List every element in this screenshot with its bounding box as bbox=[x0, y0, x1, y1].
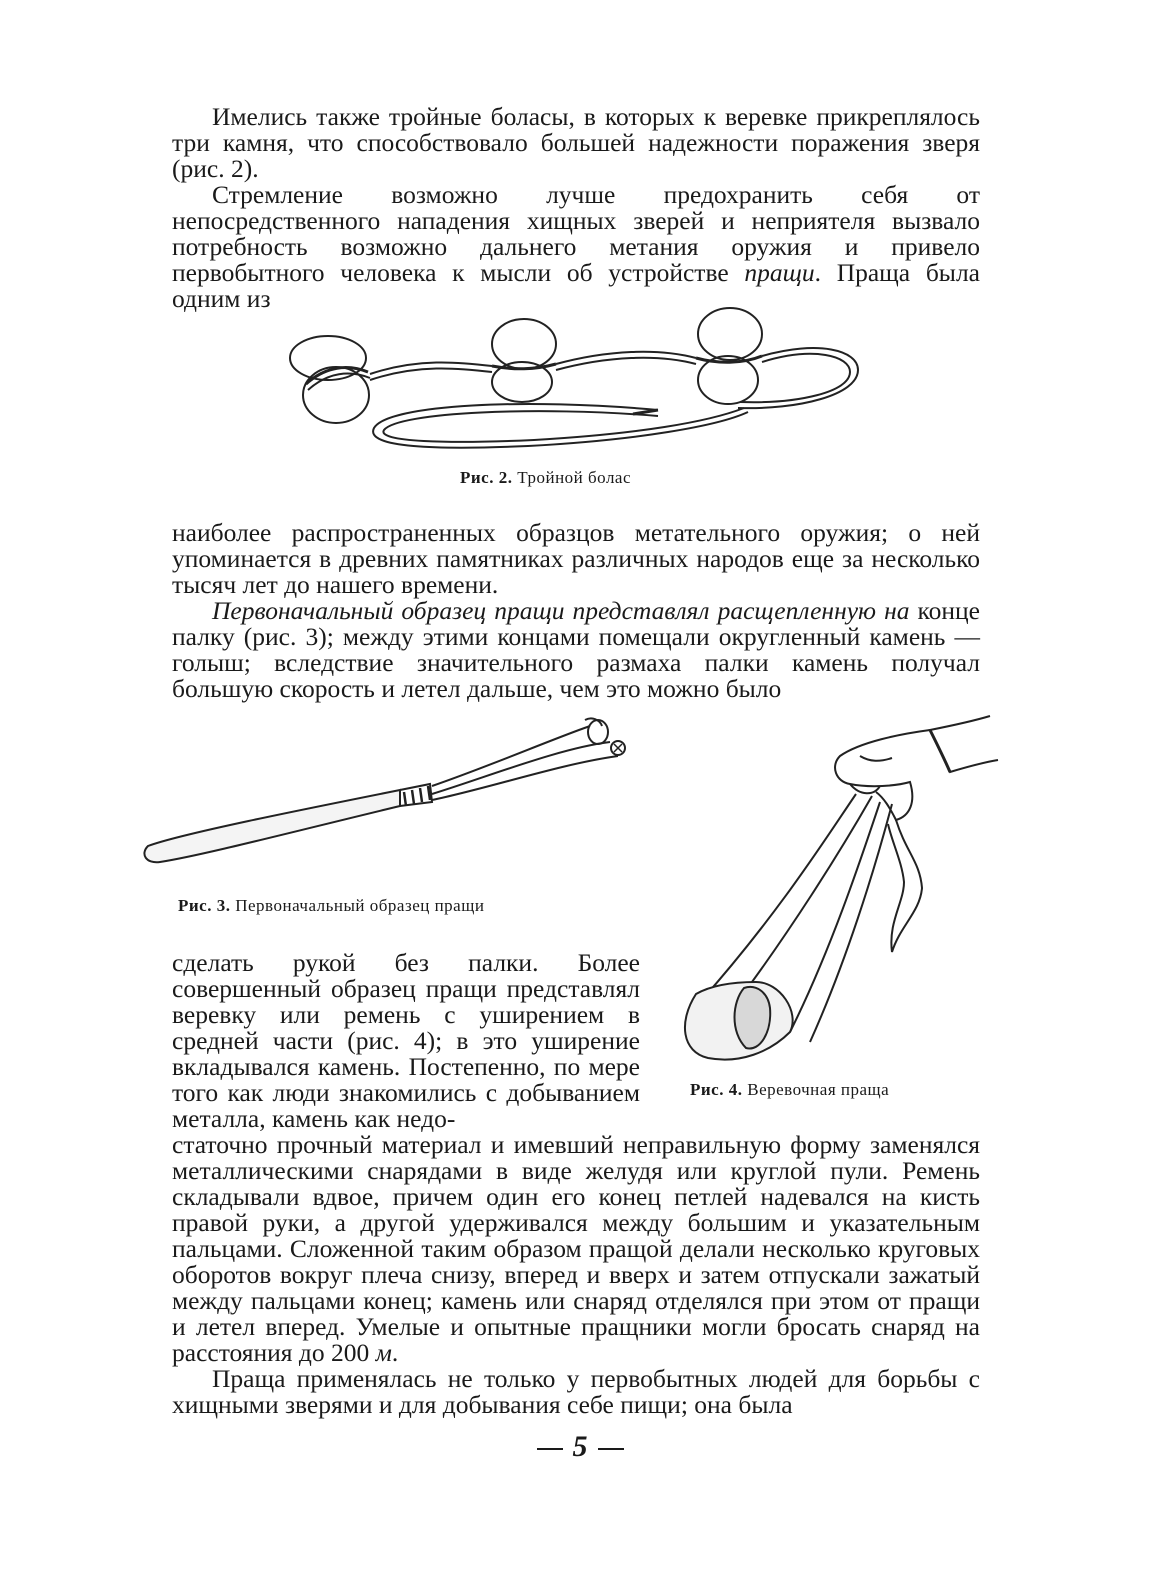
dash-right bbox=[598, 1448, 624, 1450]
stone-in-stick bbox=[588, 720, 608, 744]
page-number-value: 5 bbox=[572, 1430, 588, 1463]
paragraph-sling-intro bbox=[172, 182, 980, 312]
paragraph-sling-history: наиболее распространенных образцов метательного оружия; о ней упоминается в древних памятниках различных народов еще за несколько тысяч лет до нашего времени. bbox=[172, 518, 980, 599]
caption-fig4-label: Рис. 4. bbox=[690, 1080, 743, 1099]
bolas-stone-right-top bbox=[698, 308, 762, 360]
text-block-bottom bbox=[172, 1132, 980, 1418]
unit-meters: м bbox=[375, 1338, 392, 1367]
page-number bbox=[500, 1430, 660, 1464]
caption-fig3 bbox=[178, 896, 484, 916]
text-block-narrow bbox=[172, 950, 640, 1132]
dash-left bbox=[537, 1448, 563, 1450]
paragraph-rope-sling-cont bbox=[172, 1132, 980, 1366]
paragraph-rope-sling: сделать рукой без палки. Более совершенный образец пращи представлял веревку или ремень с уширением в средней части (рис. 4); в это уширение вкладывался камень. Постепенно, по мере того как люди знакомились с добыванием металла, камень как недо- bbox=[172, 948, 640, 1133]
text-block-top bbox=[172, 104, 980, 312]
figure-rope-sling bbox=[660, 712, 1000, 1072]
term-original-sling: Первоначальный образец пращи представлял расщепленную на bbox=[212, 596, 910, 625]
paragraph-original-sling bbox=[172, 598, 980, 702]
paragraph-sling-intro-start: Стремление возможно лучше предохранить себя от непосредственного нападения хищных зверей и неприятеля вызвало потребность возможно дальнего метания оружия и привело первобытного человека к мысли об устройстве bbox=[172, 180, 980, 287]
caption-fig3-title: Первоначальный образец пращи bbox=[235, 896, 485, 915]
figure-triple-bolas bbox=[278, 300, 878, 460]
free-end bbox=[888, 820, 922, 952]
paragraph-triple-bolas: Имелись также тройные боласы, в которых к веревке прикреплялось три камня, что способствовало большей надежности поражения зверя (рис. 2). bbox=[172, 102, 980, 183]
paragraph-sling-intro-end: . Праща была одним из bbox=[172, 258, 980, 313]
caption-fig4 bbox=[690, 1080, 889, 1100]
paragraph-sling-usage: Праща применялась не только у первобытных людей для борьбы с хищными зверями и для добывания себе пищи; она была bbox=[172, 1364, 980, 1419]
term-sling: пращи bbox=[744, 258, 815, 287]
caption-fig2 bbox=[460, 468, 631, 488]
text-block-middle bbox=[172, 520, 980, 702]
stick-handle bbox=[144, 790, 400, 862]
caption-fig3-label: Рис. 3. bbox=[178, 896, 231, 915]
caption-fig2-title: Тройной болас bbox=[517, 468, 632, 487]
figure-split-stick-sling bbox=[140, 706, 640, 876]
paragraph-rope-sling-cont-dot: . bbox=[391, 1338, 399, 1367]
paragraph-original-sling-rest: конце палку (рис. 3); между этими концами помещали округленный камень — голыш; вследствие значительного размаха палки камень получал большую скорость и летел дальше, чем это можно было bbox=[172, 596, 980, 703]
hand bbox=[835, 730, 930, 820]
caption-fig2-label: Рис. 2. bbox=[460, 468, 513, 487]
caption-fig4-title: Веревочная праща bbox=[747, 1080, 890, 1099]
paragraph-rope-sling-cont-text: статочно прочный материал и имевший неправильную форму заменялся металлическими снарядами в виде желудя или круглой пули. Ремень складывали вдвое, причем один его конец петлей надевался на кисть правой руки, а другой удерживался между большим и указательным пальцами. Сложенной таким образом пращой делали несколько круговых оборотов вокруг плеча снизу, вперед и вверх и затем отпускали зажатый между пальцами конец; камень или снаряд отделялся при этом от пращи и летел вперед. Умелые и опытные пращники могли бросать снаряд на расстояния до 200 bbox=[172, 1130, 980, 1367]
sleeve bbox=[930, 716, 998, 772]
